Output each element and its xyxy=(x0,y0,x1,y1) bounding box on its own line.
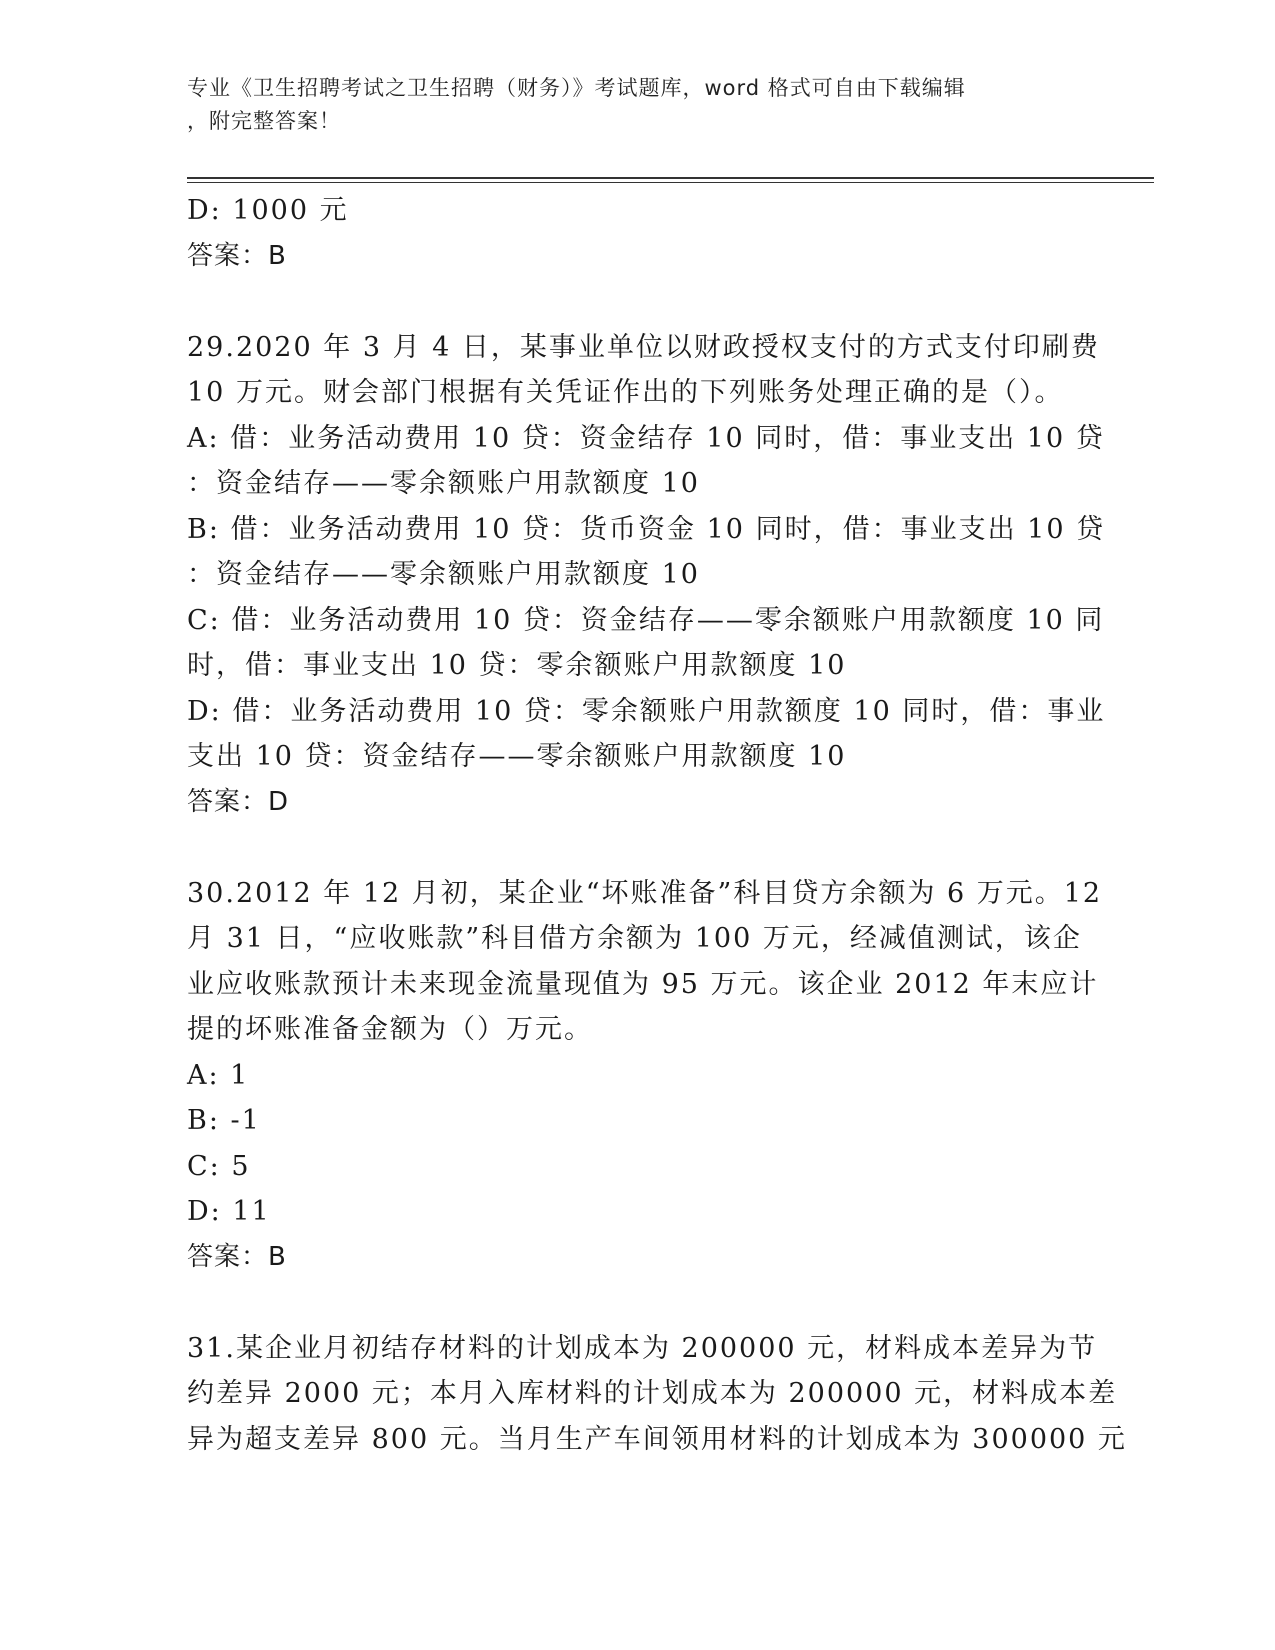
q30-stem-line: 业应收账款预计未来现金流量现值为 95 万元。该企业 2012 年末应计 xyxy=(187,968,1099,1000)
header-title-line-1: 专业《卫生招聘考试之卫生招聘（财务）》考试题库，word 格式可自由下载编辑 xyxy=(187,76,966,100)
q29-stem-line: 29.2020 年 3 月 4 日，某事业单位以财政授权支付的方式支付印刷费 xyxy=(187,331,1100,363)
question-content xyxy=(187,188,1127,1462)
q29-option-d-cont: 支出 10 贷：资金结存——零余额账户用款额度 10 xyxy=(187,741,847,772)
prev-option-d: D: 1000 元 xyxy=(187,195,349,226)
q31-stem-line: 异为超支差异 800 元。当月生产车间领用材料的计划成本为 300000 元 xyxy=(187,1423,1127,1455)
q29-option-c: C: 借：业务活动费用 10 贷：资金结存——零余额账户用款额度 10 同 xyxy=(187,604,1105,636)
question-30 xyxy=(187,871,1103,1281)
page-header xyxy=(187,72,1067,138)
q29-option-a-cont: ：资金结存——零余额账户用款额度 10 xyxy=(187,468,700,499)
spacer xyxy=(187,279,1087,325)
q29-option-d: D: 借：业务活动费用 10 贷：零余额账户用款额度 10 同时，借：事业 xyxy=(187,695,1106,727)
q29-option-a: A: 借：业务活动费用 10 贷：资金结存 10 同时，借：事业支出 10 贷 xyxy=(187,422,1105,454)
q31-stem-line: 31.某企业月初结存材料的计划成本为 200000 元，材料成本差异为节 xyxy=(187,1332,1098,1364)
spacer xyxy=(187,825,1087,871)
q29-option-c-cont: 时，借：事业支出 10 贷：零余额账户用款额度 10 xyxy=(187,650,847,681)
spacer xyxy=(187,1280,1087,1326)
q30-stem-line: 30.2012 年 12 月初，某企业“坏账准备”科目贷方余额为 6 万元。12 xyxy=(187,877,1103,909)
q30-stem-line: 提的坏账准备金额为（）万元。 xyxy=(187,1014,593,1045)
q30-option-a: A: 1 xyxy=(187,1059,250,1091)
q29-answer: 答案：D xyxy=(187,786,290,817)
header-title-line-2: ，附完整答案！ xyxy=(187,109,341,133)
q29-option-b: B: 借：业务活动费用 10 贷：货币资金 10 同时，借：事业支出 10 贷 xyxy=(187,513,1106,545)
q29-stem-line: 10 万元。财会部门根据有关凭证作出的下列账务处理正确的是（）。 xyxy=(187,377,1064,408)
question-31 xyxy=(187,1326,1127,1463)
header-divider xyxy=(187,177,1154,179)
q30-option-d: D: 11 xyxy=(187,1196,271,1227)
q30-option-c: C: 5 xyxy=(187,1150,251,1182)
q30-option-b: B: -1 xyxy=(187,1105,261,1136)
q30-answer: 答案：B xyxy=(187,1241,287,1272)
question-29 xyxy=(187,325,1106,826)
q29-option-b-cont: ：资金结存——零余额账户用款额度 10 xyxy=(187,559,700,590)
prev-answer: 答案：B xyxy=(187,240,287,271)
header-divider-thin xyxy=(187,182,1154,183)
q30-stem-line: 月 31 日，“应收账款”科目借方余额为 100 万元，经减值测试，该企 xyxy=(187,923,1082,954)
q31-stem-line: 约差异 2000 元；本月入库材料的计划成本为 200000 元，材料成本差 xyxy=(187,1378,1118,1409)
